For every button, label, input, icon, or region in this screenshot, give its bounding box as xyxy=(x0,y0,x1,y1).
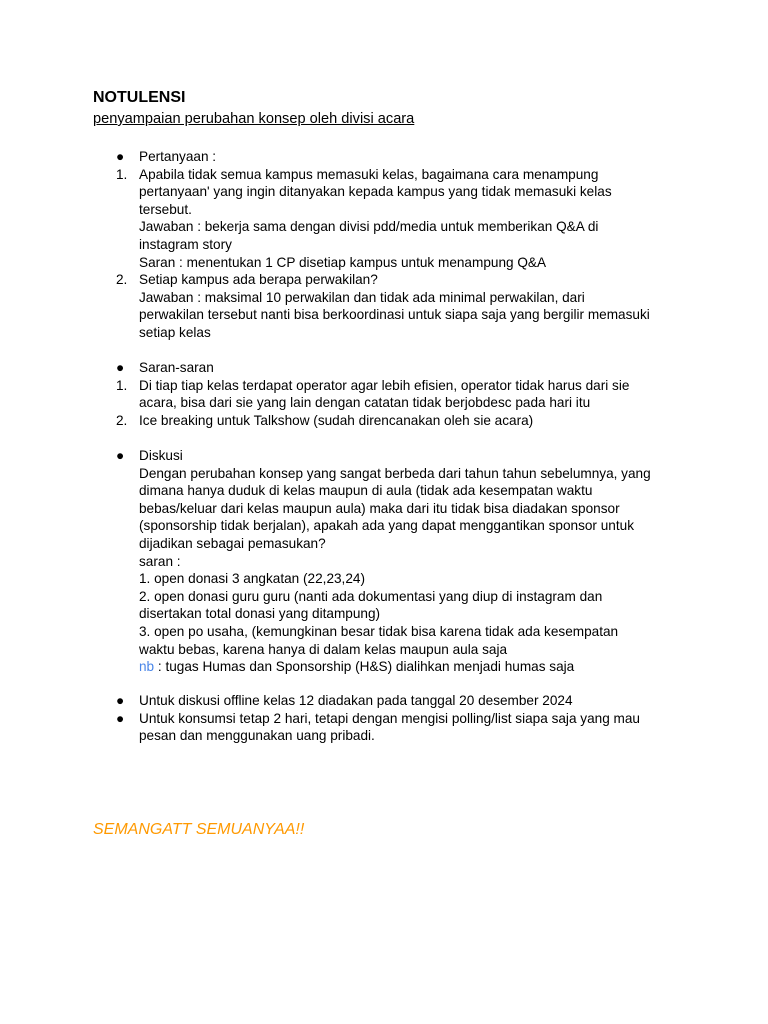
list-item xyxy=(0,271,768,289)
answer-line: setiap kelas xyxy=(139,324,211,340)
document-subtitle: penyampaian perubahan konsep oleh divisi acara xyxy=(93,111,415,127)
discussion-line: disertakan total donasi yang ditampung) xyxy=(139,606,381,622)
bullet-marker: ● xyxy=(116,448,125,463)
section-heading-saran: Saran-saran xyxy=(139,360,214,375)
list-item xyxy=(0,377,768,395)
answer-line: Jawaban : maksimal 10 perwakilan dan tidak ada minimal perwakilan, dari xyxy=(139,289,585,305)
discussion-line: dijadikan sebagai pemasukan? xyxy=(139,535,326,551)
discussion-line: 3. open po usaha, (kemungkinan besar tidak bisa karena tidak ada kesempatan xyxy=(139,623,619,639)
suggestion-line: Saran : menentukan 1 CP disetiap kampus untuk menampung Q&A xyxy=(139,254,547,270)
closing-message: SEMANGATT SEMUANYAA!! xyxy=(93,821,305,838)
list-item xyxy=(0,412,768,430)
discussion-line: (sponsorship tidak berjalan), apakah ada yang dapat menggantikan sponsor untuk xyxy=(139,518,634,534)
note-line: Untuk konsumsi tetap 2 hari, tetapi dengan mengisi polling/list siapa saja yang mau xyxy=(139,710,640,726)
section-heading-pertanyaan: Pertanyaan : xyxy=(139,149,217,164)
bullet-marker: ● xyxy=(116,360,125,375)
note-line: Untuk diskusi offline kelas 12 diadakan pada tanggal 20 desember 2024 xyxy=(139,693,573,708)
section-final-items xyxy=(0,692,768,745)
question-line: Setiap kampus ada berapa perwakilan? xyxy=(139,272,378,288)
bullet-marker: ● xyxy=(116,149,125,164)
note-line: pesan dan menggunakan uang pribadi. xyxy=(139,728,375,744)
number-marker: 1. xyxy=(116,377,128,393)
list-item xyxy=(0,148,768,166)
list-item xyxy=(0,447,768,465)
answer-line: Jawaban : bekerja sama dengan divisi pdd/media untuk memberikan Q&A di xyxy=(139,219,599,235)
nb-note xyxy=(139,658,574,676)
discussion-line: saran : xyxy=(139,553,181,569)
discussion-line: Dengan perubahan konsep yang sangat berbeda dari tahun tahun sebelumnya, yang xyxy=(139,465,651,481)
list-item xyxy=(0,692,768,710)
number-marker: 1. xyxy=(116,166,128,182)
section-pertanyaan xyxy=(0,148,768,342)
question-line: pertanyaan' yang ingin ditanyakan kepada kampus yang tidak memasuki kelas xyxy=(139,184,612,200)
section-diskusi xyxy=(0,447,768,676)
discussion-line: 2. open donasi guru guru (nanti ada dokumentasi yang diup di instagram dan xyxy=(139,588,603,604)
section-heading-diskusi: Diskusi xyxy=(139,448,183,463)
document-title: NOTULENSI xyxy=(93,89,186,106)
discussion-line: waktu bebas, karena hanya di dalam kelas maupun aula saja xyxy=(139,641,508,657)
question-line: tersebut. xyxy=(139,201,192,217)
number-marker: 2. xyxy=(116,412,128,428)
question-line: Apabila tidak semua kampus memasuki kelas, bagaimana cara menampung xyxy=(139,166,599,182)
suggestion-line: Ice breaking untuk Talkshow (sudah direncanakan oleh sie acara) xyxy=(139,412,534,428)
suggestion-line: Di tiap tiap kelas terdapat operator agar lebih efisien, operator tidak harus dari sie xyxy=(139,377,630,393)
bullet-marker: ● xyxy=(116,693,125,708)
nb-label: nb xyxy=(139,659,155,675)
number-marker: 2. xyxy=(116,272,128,288)
list-item xyxy=(0,359,768,377)
list-item xyxy=(0,166,768,184)
nb-text: : tugas Humas dan Sponsorship (H&S) dialihkan menjadi humas saja xyxy=(154,659,575,675)
section-saran xyxy=(0,359,768,429)
answer-line: instagram story xyxy=(139,236,232,252)
discussion-line: dimana hanya duduk di kelas maupun di aula (tidak ada kesempatan waktu xyxy=(139,483,593,499)
suggestion-line: acara, bisa dari sie yang lain dengan catatan tidak berjobdesc pada hari itu xyxy=(139,395,591,411)
discussion-line: 1. open donasi 3 angkatan (22,23,24) xyxy=(139,571,365,587)
discussion-line: bebas/keluar dari kelas maupun aula) maka dari itu tidak bisa diadakan sponsor xyxy=(139,500,620,516)
list-item xyxy=(0,710,768,728)
answer-line: perwakilan tersebut nanti bisa berkoordinasi untuk siapa saja yang bergilir memasuki xyxy=(139,307,650,323)
bullet-marker: ● xyxy=(116,710,125,726)
